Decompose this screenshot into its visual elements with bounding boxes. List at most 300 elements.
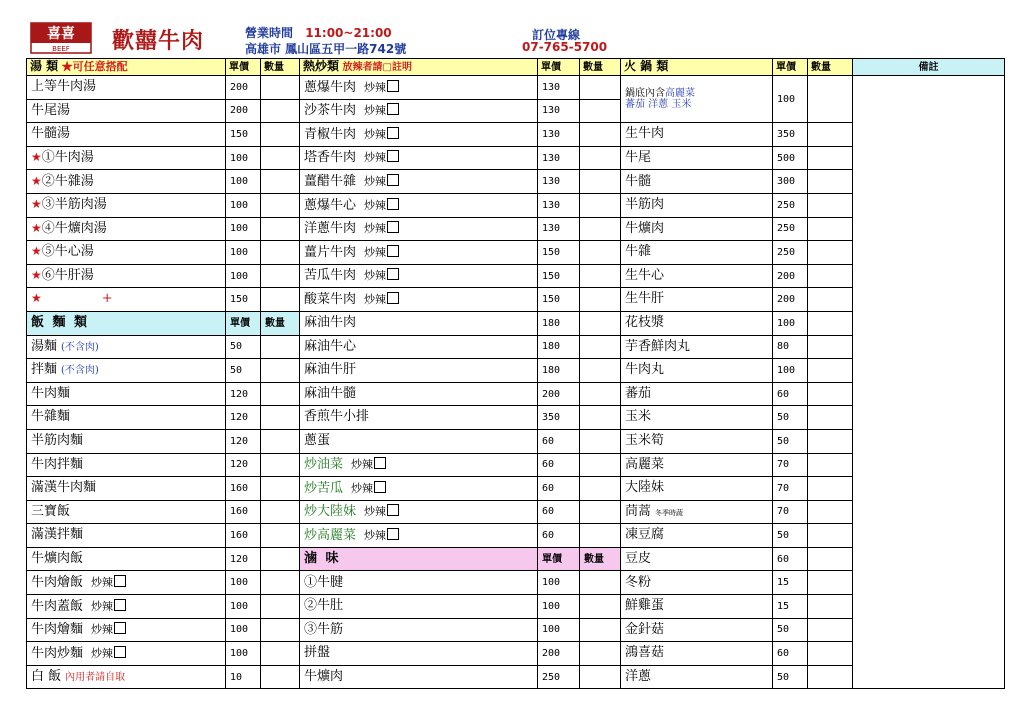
shop-logo xyxy=(30,22,92,54)
menu-item-name xyxy=(621,335,773,359)
spicy-checkbox[interactable] xyxy=(114,622,126,634)
item-name: ③牛筋 xyxy=(304,621,344,637)
item-price: 100 xyxy=(226,193,261,217)
item-name: 滿漢拌麵 xyxy=(31,527,84,543)
item-name: 湯麵 xyxy=(31,338,58,354)
item-name: 牛雜麵 xyxy=(31,409,71,425)
item-name: 牛爌肉 xyxy=(304,668,344,684)
qty-input[interactable] xyxy=(261,217,300,241)
item-price: 150 xyxy=(226,123,261,147)
qty-input[interactable] xyxy=(261,477,300,501)
spicy-checkbox[interactable] xyxy=(374,457,386,469)
soup-heading: 湯 類 ★可任意搭配 xyxy=(27,59,226,76)
spicy-checkbox[interactable] xyxy=(387,174,399,186)
spicy-option xyxy=(364,151,399,164)
spicy-option xyxy=(364,246,399,259)
spicy-checkbox[interactable] xyxy=(387,268,399,280)
item-price: 70 xyxy=(773,477,808,501)
item-price: 100 xyxy=(226,264,261,288)
spicy-label: 炒辣 xyxy=(351,481,374,495)
menu-item-name xyxy=(27,264,226,288)
item-note: (不含肉) xyxy=(61,365,99,377)
stir-heading: 熱炒類 放辣者請□註明 xyxy=(300,59,538,76)
item-price: 120 xyxy=(226,406,261,430)
qty-input[interactable] xyxy=(808,123,853,147)
qty-input[interactable] xyxy=(808,477,853,501)
qty-heading: 數量 xyxy=(580,547,621,571)
item-price: 100 xyxy=(773,76,808,123)
item-price: 350 xyxy=(773,123,808,147)
qty-input[interactable] xyxy=(580,665,621,689)
qty-input[interactable] xyxy=(808,429,853,453)
item-price: 60 xyxy=(773,642,808,666)
qty-input[interactable] xyxy=(580,406,621,430)
item-price: 200 xyxy=(773,288,808,312)
spicy-checkbox[interactable] xyxy=(114,575,126,587)
qty-input[interactable] xyxy=(808,170,853,194)
qty-input[interactable] xyxy=(580,571,621,595)
item-price: 50 xyxy=(226,335,261,359)
menu-item-name xyxy=(300,524,538,548)
qty-input[interactable] xyxy=(580,241,621,265)
qty-input[interactable] xyxy=(808,406,853,430)
spicy-label: 炒辣 xyxy=(364,151,387,165)
qty-input[interactable] xyxy=(261,382,300,406)
menu-item-name xyxy=(27,500,226,524)
item-price: 15 xyxy=(773,595,808,619)
menu-item-name xyxy=(621,311,773,335)
spicy-option xyxy=(351,482,386,495)
price-heading: 單價 xyxy=(538,547,580,571)
spicy-checkbox[interactable] xyxy=(387,245,399,257)
item-price: 130 xyxy=(538,99,580,123)
item-price: 80 xyxy=(773,335,808,359)
menu-item-name xyxy=(621,500,773,524)
menu-item-name xyxy=(300,335,538,359)
item-price: 150 xyxy=(538,241,580,265)
item-name: 牛髓 xyxy=(625,173,652,189)
menu-item-name xyxy=(300,642,538,666)
spicy-checkbox[interactable] xyxy=(374,481,386,493)
spicy-label: 炒辣 xyxy=(91,646,114,660)
item-price: 130 xyxy=(538,146,580,170)
menu-item-name xyxy=(300,665,538,689)
qty-input[interactable] xyxy=(261,193,300,217)
item-price: 130 xyxy=(538,123,580,147)
spicy-option xyxy=(91,623,126,636)
qty-input[interactable] xyxy=(580,618,621,642)
item-price: 100 xyxy=(538,618,580,642)
item-name: 半筋肉 xyxy=(625,197,665,213)
item-name: 凍豆腐 xyxy=(625,527,665,543)
qty-input[interactable] xyxy=(808,453,853,477)
item-price: 50 xyxy=(773,618,808,642)
menu-item-name xyxy=(27,217,226,241)
qty-input[interactable] xyxy=(580,146,621,170)
qty-input[interactable] xyxy=(808,335,853,359)
qty-input[interactable] xyxy=(261,288,300,312)
spicy-checkbox[interactable] xyxy=(387,150,399,162)
menu-item-name xyxy=(621,665,773,689)
qty-input[interactable] xyxy=(261,359,300,383)
spicy-checkbox[interactable] xyxy=(387,528,399,540)
menu-item-name xyxy=(300,500,538,524)
menu-item-name xyxy=(300,359,538,383)
item-name: 牛肉麵 xyxy=(31,385,71,401)
spicy-option xyxy=(91,647,126,660)
spicy-option xyxy=(91,576,126,589)
menu-item-name xyxy=(27,453,226,477)
qty-input[interactable] xyxy=(261,453,300,477)
item-ingredient: 高麗菜 xyxy=(665,88,695,100)
section-title: 滷 味 xyxy=(304,551,341,567)
menu-item-name xyxy=(300,99,538,123)
item-price: 100 xyxy=(226,571,261,595)
section-title: 飯 麵 類 xyxy=(31,315,90,331)
item-price: 350 xyxy=(538,406,580,430)
qty-heading: 數量 xyxy=(261,311,300,335)
item-name: + xyxy=(101,291,113,307)
menu-item-name xyxy=(300,170,538,194)
item-name: 滿漢牛肉麵 xyxy=(31,480,97,496)
menu-item-name xyxy=(621,571,773,595)
item-name: 牛肉蓋飯 xyxy=(31,598,84,614)
qty-input[interactable] xyxy=(261,123,300,147)
qty-input[interactable] xyxy=(261,524,300,548)
item-name: 茼蒿 xyxy=(625,503,652,519)
item-name: 青椒牛肉 xyxy=(304,126,357,142)
qty-input[interactable] xyxy=(580,123,621,147)
item-name: 牛爌肉 xyxy=(625,220,665,236)
menu-item-name xyxy=(27,241,226,265)
item-price: 60 xyxy=(773,547,808,571)
item-price: 250 xyxy=(538,665,580,689)
item-price: 180 xyxy=(538,335,580,359)
item-note: 冬季時蔬 xyxy=(655,508,684,517)
qty-input[interactable] xyxy=(261,241,300,265)
menu-item-name xyxy=(300,146,538,170)
qty-input[interactable] xyxy=(808,264,853,288)
qty-input[interactable] xyxy=(580,595,621,619)
qty-input[interactable] xyxy=(261,618,300,642)
item-name: 牛尾湯 xyxy=(31,102,71,118)
star-icon: ★ xyxy=(31,173,42,188)
qty-input[interactable] xyxy=(808,618,853,642)
item-price: 100 xyxy=(773,359,808,383)
item-name: 生牛肝 xyxy=(625,291,665,307)
spicy-option xyxy=(364,529,399,542)
spicy-checkbox[interactable] xyxy=(387,80,399,92)
item-price: 50 xyxy=(773,406,808,430)
item-name: 半筋肉麵 xyxy=(31,433,84,449)
item-name: 麻油牛肉 xyxy=(304,315,357,331)
qty-input[interactable] xyxy=(808,241,853,265)
shop-address: 高雄市 鳳山區五甲一路742號 xyxy=(245,42,407,56)
remark-heading: 備註 xyxy=(853,59,1005,76)
qty-input[interactable] xyxy=(808,500,853,524)
menu-row xyxy=(27,76,1005,100)
qty-input[interactable] xyxy=(580,524,621,548)
qty-input[interactable] xyxy=(261,264,300,288)
qty-input[interactable] xyxy=(261,547,300,571)
menu-item-name xyxy=(27,382,226,406)
menu-item-name xyxy=(27,429,226,453)
spicy-checkbox[interactable] xyxy=(387,292,399,304)
item-name: 苦瓜牛肉 xyxy=(304,268,357,284)
item-price: 160 xyxy=(226,477,261,501)
menu-item-name xyxy=(27,642,226,666)
item-price: 180 xyxy=(538,311,580,335)
item-name: 炒油菜 xyxy=(304,457,344,473)
spicy-option xyxy=(364,104,399,117)
spicy-option xyxy=(364,293,399,306)
item-name: 花枝漿 xyxy=(625,315,665,331)
item-price: 15 xyxy=(773,571,808,595)
item-price: 200 xyxy=(538,642,580,666)
menu-item-name xyxy=(300,618,538,642)
qty-input[interactable] xyxy=(580,335,621,359)
item-name: 麻油牛肝 xyxy=(304,362,357,378)
qty-input[interactable] xyxy=(808,288,853,312)
qty-input[interactable] xyxy=(261,335,300,359)
logo-text: 喜喜 xyxy=(47,26,75,42)
menu-item-name xyxy=(621,547,773,571)
hours-label: 營業時間 xyxy=(245,26,294,40)
menu-item-name xyxy=(621,217,773,241)
item-price: 160 xyxy=(226,500,261,524)
qty-input[interactable] xyxy=(580,99,621,123)
qty-input[interactable] xyxy=(580,193,621,217)
qty-input[interactable] xyxy=(261,76,300,100)
qty-input[interactable] xyxy=(808,359,853,383)
qty-input[interactable] xyxy=(261,99,300,123)
logo-sub: BEEF xyxy=(52,45,70,53)
star-icon: ★ xyxy=(31,267,42,282)
qty-input[interactable] xyxy=(808,311,853,335)
menu-item-name xyxy=(621,76,773,123)
menu-item-name xyxy=(621,477,773,501)
item-name: 拌麵 xyxy=(31,362,58,378)
qty-input[interactable] xyxy=(808,595,853,619)
spicy-label: 炒辣 xyxy=(364,292,387,306)
reservation-phone: 07-765-5700 xyxy=(522,40,608,54)
spicy-option xyxy=(364,175,399,188)
item-name: 三寶飯 xyxy=(31,503,71,519)
remark-cell[interactable] xyxy=(853,76,1005,689)
item-price: 130 xyxy=(538,217,580,241)
qty-input[interactable] xyxy=(261,429,300,453)
menu-item-name xyxy=(621,146,773,170)
qty-input[interactable] xyxy=(580,76,621,100)
menu-item-name xyxy=(27,359,226,383)
item-price: 70 xyxy=(773,453,808,477)
spicy-checkbox[interactable] xyxy=(114,599,126,611)
item-name: 鮮雞蛋 xyxy=(625,598,665,614)
qty-input[interactable] xyxy=(808,665,853,689)
item-price: 60 xyxy=(538,453,580,477)
item-price: 150 xyxy=(538,264,580,288)
item-price: 250 xyxy=(773,241,808,265)
item-price: 250 xyxy=(773,217,808,241)
spicy-label: 炒辣 xyxy=(364,269,387,283)
reservation-label: 訂位專線 xyxy=(532,28,581,42)
qty-input[interactable] xyxy=(261,595,300,619)
item-price: 100 xyxy=(226,217,261,241)
qty-input[interactable] xyxy=(580,642,621,666)
qty-input[interactable] xyxy=(580,264,621,288)
qty-input[interactable] xyxy=(580,311,621,335)
item-name: ④牛爌肉湯 xyxy=(41,220,107,236)
item-price: 60 xyxy=(538,429,580,453)
menu-item-name xyxy=(27,595,226,619)
qty-input[interactable] xyxy=(808,193,853,217)
item-name: 生牛肉 xyxy=(625,126,665,142)
spicy-checkbox[interactable] xyxy=(387,504,399,516)
qty-input[interactable] xyxy=(580,453,621,477)
spicy-option xyxy=(364,222,399,235)
spicy-checkbox[interactable] xyxy=(387,103,399,115)
item-name: 香煎牛小排 xyxy=(304,409,370,425)
item-name: 洋蔥 xyxy=(625,668,652,684)
qty-input[interactable] xyxy=(580,170,621,194)
item-price: 150 xyxy=(226,288,261,312)
spicy-label: 炒辣 xyxy=(364,505,387,519)
menu-item-name xyxy=(621,642,773,666)
item-price: 120 xyxy=(226,547,261,571)
item-price: 50 xyxy=(773,524,808,548)
item-name: 生牛心 xyxy=(625,267,665,283)
qty-input[interactable] xyxy=(261,642,300,666)
star-icon: ★ xyxy=(31,197,42,212)
item-name: ⑥牛肝湯 xyxy=(41,267,94,283)
item-name: 高麗菜 xyxy=(625,456,665,472)
item-price: 500 xyxy=(773,146,808,170)
qty-input[interactable] xyxy=(580,500,621,524)
item-name: 薑醋牛雜 xyxy=(304,174,357,190)
spicy-checkbox[interactable] xyxy=(114,646,126,658)
menu-item-name xyxy=(27,665,226,689)
menu-item-name xyxy=(27,335,226,359)
spicy-label: 炒辣 xyxy=(364,528,387,542)
item-name: 冬粉 xyxy=(625,574,652,590)
item-price: 60 xyxy=(773,382,808,406)
item-price: 120 xyxy=(226,453,261,477)
item-name: 牛尾 xyxy=(625,149,652,165)
item-name: 玉米筍 xyxy=(625,433,665,449)
spicy-label: 炒辣 xyxy=(364,80,387,94)
item-name: 牛爌肉飯 xyxy=(31,551,84,567)
qty-input[interactable] xyxy=(808,146,853,170)
item-price: 100 xyxy=(538,595,580,619)
spicy-label: 炒辣 xyxy=(351,458,374,472)
qty-input[interactable] xyxy=(580,288,621,312)
item-name: 蕃茄 xyxy=(625,385,652,401)
spicy-checkbox[interactable] xyxy=(387,127,399,139)
qty-input[interactable] xyxy=(808,524,853,548)
spicy-label: 炒辣 xyxy=(91,623,114,637)
qty-input[interactable] xyxy=(261,170,300,194)
item-name: 鍋底內含 xyxy=(625,88,665,100)
menu-item-name xyxy=(621,595,773,619)
item-price: 100 xyxy=(226,618,261,642)
qty-input[interactable] xyxy=(261,406,300,430)
item-name: 玉米 xyxy=(625,409,652,425)
menu-header xyxy=(0,0,1024,58)
item-name: 鴻喜菇 xyxy=(625,645,665,661)
menu-item-name xyxy=(27,193,226,217)
qty-input[interactable] xyxy=(580,217,621,241)
item-name: ⑤牛心湯 xyxy=(41,244,94,260)
qty-input[interactable] xyxy=(580,477,621,501)
qty-input[interactable] xyxy=(261,500,300,524)
spicy-option xyxy=(364,81,399,94)
item-name: 牛雜 xyxy=(625,244,652,260)
menu-item-name xyxy=(621,288,773,312)
menu-item-name xyxy=(300,241,538,265)
item-price: 60 xyxy=(538,524,580,548)
item-price: 120 xyxy=(226,429,261,453)
item-price: 130 xyxy=(538,170,580,194)
qty-input[interactable] xyxy=(261,571,300,595)
item-name: 酸菜牛肉 xyxy=(304,291,357,307)
item-price: 130 xyxy=(538,76,580,100)
item-price: 100 xyxy=(226,642,261,666)
menu-item-name xyxy=(621,123,773,147)
menu-item-name xyxy=(621,618,773,642)
qty-input[interactable] xyxy=(580,429,621,453)
menu-item-name xyxy=(300,288,538,312)
spicy-checkbox[interactable] xyxy=(387,221,399,233)
qty-input[interactable] xyxy=(261,665,300,689)
item-name: 塔香牛肉 xyxy=(304,150,357,166)
item-name: 豆皮 xyxy=(625,551,652,567)
menu-item-name xyxy=(300,217,538,241)
header-row xyxy=(27,59,1005,76)
item-price: 300 xyxy=(773,170,808,194)
price-heading: 單價 xyxy=(773,59,808,76)
qty-input[interactable] xyxy=(808,217,853,241)
spicy-label: 炒辣 xyxy=(364,175,387,189)
qty-input[interactable] xyxy=(808,547,853,571)
qty-input[interactable] xyxy=(808,76,853,123)
qty-input[interactable] xyxy=(580,382,621,406)
item-name: 芋香鮮肉丸 xyxy=(625,338,691,354)
item-name: ②牛肚 xyxy=(304,598,344,614)
qty-input[interactable] xyxy=(808,571,853,595)
spicy-label: 炒辣 xyxy=(91,576,114,590)
item-name: ①牛腱 xyxy=(304,574,344,590)
menu-item-name xyxy=(27,618,226,642)
qty-input[interactable] xyxy=(261,146,300,170)
star-icon: ★ xyxy=(31,291,42,306)
qty-input[interactable] xyxy=(580,359,621,383)
item-name: 炒大陸妹 xyxy=(304,504,357,520)
item-name: 炒高麗菜 xyxy=(304,527,357,543)
spicy-label: 炒辣 xyxy=(364,127,387,141)
qty-heading: 數量 xyxy=(808,59,853,76)
braised-heading xyxy=(300,547,538,571)
item-name: 牛肉燴飯 xyxy=(31,575,84,591)
spicy-option xyxy=(364,269,399,282)
spicy-option xyxy=(364,128,399,141)
item-ingredients: 蕃茄 洋蔥 玉米 xyxy=(625,99,692,111)
spicy-checkbox[interactable] xyxy=(387,198,399,210)
qty-input[interactable] xyxy=(808,642,853,666)
menu-item-name xyxy=(621,359,773,383)
item-name: 牛髓湯 xyxy=(31,126,71,142)
qty-input[interactable] xyxy=(808,382,853,406)
item-name: 蔥爆牛肉 xyxy=(304,79,357,95)
